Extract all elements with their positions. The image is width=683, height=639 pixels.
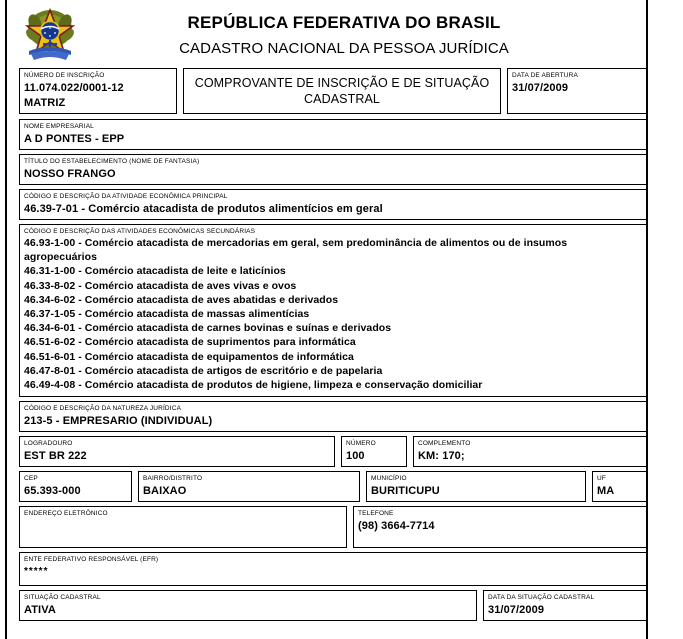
list-item: 46.34-6-01 - Comércio atacadista de carnes bovinas e suínas e derivados [24,322,392,335]
field-cep [19,471,132,502]
field-label: TELEFONE [358,510,394,518]
field-logradouro [19,436,335,467]
field-label: DATA DA SITUAÇÃO CADASTRAL [488,594,595,602]
atividade-principal-row [19,189,647,220]
municipio-value: BURITICUPU [371,485,440,498]
field-label: MUNICÍPIO [371,475,407,483]
document-page-frame [5,0,648,639]
list-item: 46.51-6-02 - Comércio atacadista de suprimentos para informática [24,336,356,349]
titulo-estabelecimento-value: NOSSO FRANGO [24,168,116,180]
uf-value: MA [597,485,615,498]
field-atividade-principal [19,189,647,220]
document-header [19,0,647,68]
titulo-estabelecimento-row [19,154,647,185]
field-label: CÓDIGO E DESCRIÇÃO DAS ATIVIDADES ECONÔMICAS SECUNDÁRIAS [24,228,256,235]
field-data-situacao-cadastral [483,590,647,621]
inscricao-type-value: MATRIZ [24,97,66,109]
data-situacao-value: 31/07/2009 [488,604,545,617]
page-subtitle: CADASTRO NACIONAL DA PESSOA JURÍDICA [179,39,509,57]
field-nome-empresarial [19,119,647,150]
field-atividades-secundarias [19,224,647,397]
field-label: TÍTULO DO ESTABELECIMENTO (NOME DE FANTASIA) [24,158,200,165]
list-item: 46.51-6-01 - Comércio atacadista de equipamentos de informática [24,350,354,363]
logradouro-value: EST BR 222 [24,450,87,463]
list-item: 46.33-8-02 - Comércio atacadista de aves vivas e ovos [24,279,297,292]
efr-row [19,552,647,586]
field-complemento [413,436,647,467]
field-endereco-eletronico [19,506,347,548]
list-item: 46.37-1-05 - Comércio atacadista de massas alimentícias [24,308,310,321]
identification-row [19,68,647,114]
nome-empresarial-value: A D PONTES - EPP [24,133,125,145]
nome-empresarial-row [19,119,647,150]
cep-value: 65.393-000 [24,485,81,498]
cnpj-document [19,0,647,625]
document-title-value: COMPROVANTE DE INSCRIÇÃO E DE SITUAÇÃO CADASTRAL [194,76,490,106]
bairro-value: BAIXAO [143,485,187,498]
field-numero [341,436,407,467]
contato-row [19,506,647,548]
field-label: CÓDIGO E DESCRIÇÃO DA NATUREZA JURÍDICA [24,405,182,413]
telefone-value: (98) 3664-7714 [358,520,435,533]
field-bairro-distrito [138,471,360,502]
field-data-abertura [507,68,647,114]
field-titulo-estabelecimento [19,154,647,185]
ente-federativo-value: ***** [24,566,49,578]
field-label: ENDEREÇO ELETRÔNICO [24,510,108,518]
endereco-eletronico-value [24,518,342,519]
field-label: NÚMERO [346,440,376,448]
field-natureza-juridica [19,401,647,432]
status-badge: ATIVA [24,604,56,617]
endereco-row-1 [19,436,647,467]
field-label: ENTE FEDERATIVO RESPONSÁVEL (EFR) [24,556,159,564]
field-numero-inscricao [19,68,177,114]
natureza-juridica-row [19,401,647,432]
atividades-secundarias-row [19,224,647,397]
field-uf [592,471,647,502]
brazil-coat-of-arms-icon [19,7,81,63]
field-municipio [366,471,586,502]
complemento-value: KM: 170; [418,450,465,463]
atividade-principal-value: 46.39-7-01 - Comércio atacadista de produtos alimentícios em geral [24,203,383,215]
list-item: 46.34-6-02 - Comércio atacadista de aves abatidas e derivados [24,293,339,306]
field-label: NOME EMPRESARIAL [24,123,94,130]
natureza-juridica-value: 213-5 - EMPRESARIO (INDIVIDUAL) [24,415,213,428]
field-label: SITUAÇÃO CADASTRAL [24,594,101,602]
numero-value: 100 [346,450,365,463]
situacao-row [19,590,647,621]
field-label: CÓDIGO E DESCRIÇÃO DA ATIVIDADE ECONÔMICA PRINCIPAL [24,193,228,200]
list-item: 46.49-4-08 - Comércio atacadista de produtos de higiene, limpeza e conservação domiciliar [24,379,483,392]
list-item: 46.31-1-00 - Comércio atacadista de leite e laticínios [24,265,286,278]
field-label: BAIRRO/DISTRITO [143,475,203,483]
atividades-secundarias-list [24,236,642,392]
header-titles [81,13,647,58]
inscricao-number-value: 11.074.022/0001-12 [24,82,124,94]
field-label: COMPLEMENTO [418,440,471,448]
endereco-row-2 [19,471,647,502]
field-ente-federativo [19,552,647,586]
field-label: UF [597,475,606,483]
data-abertura-value: 31/07/2009 [512,82,569,94]
field-label: DATA DE ABERTURA [512,72,578,79]
field-telefone [353,506,647,548]
page-title: REPÚBLICA FEDERATIVA DO BRASIL [187,12,501,32]
field-label: CEP [24,475,38,483]
field-situacao-cadastral [19,590,477,621]
list-item: 46.93-1-00 - Comércio atacadista de mercadorias em geral, sem predominância de alimentos ou de insumos agropecuários [24,237,568,264]
field-label: LOGRADOURO [24,440,73,448]
list-item: 46.47-8-01 - Comércio atacadista de artigos de escritório e de papelaria [24,364,383,377]
field-document-title [183,68,501,114]
field-label: NÚMERO DE INSCRIÇÃO [24,72,105,79]
